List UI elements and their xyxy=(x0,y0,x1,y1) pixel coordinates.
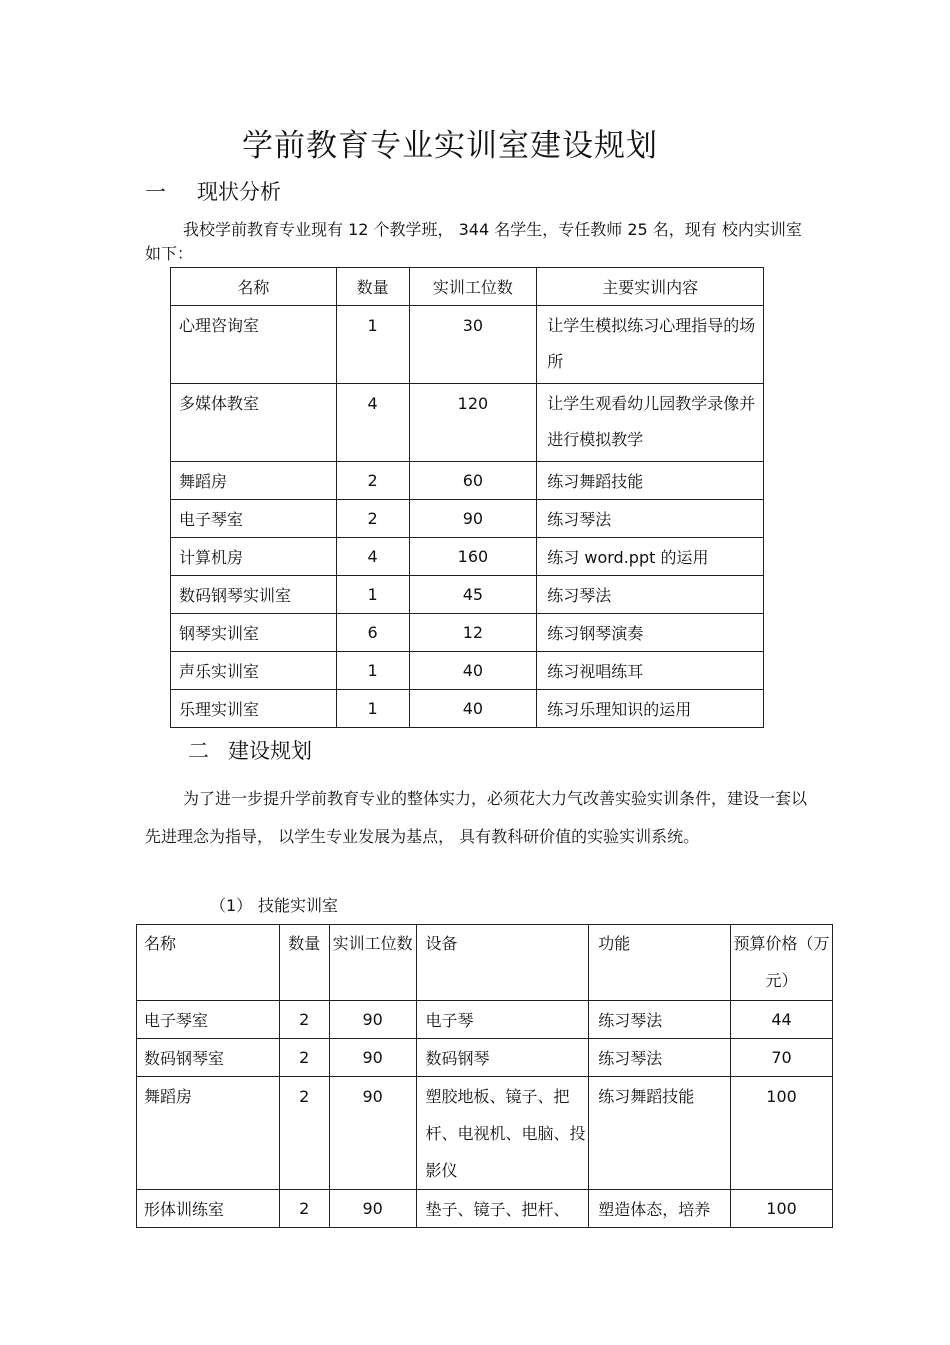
header-cell: 名称 xyxy=(137,925,280,1001)
header-cell: 预算价格（万元） xyxy=(731,925,833,1001)
table-row xyxy=(171,384,764,462)
table-row xyxy=(171,538,764,576)
cell-seats: 90 xyxy=(329,1077,416,1190)
cell-count: 2 xyxy=(336,500,409,538)
table-row xyxy=(171,614,764,652)
intro-paragraph xyxy=(145,218,810,266)
skills-lab-table xyxy=(136,924,833,1228)
cell-name: 乐理实训室 xyxy=(171,690,337,728)
section-number: 二 xyxy=(188,739,209,763)
table-row xyxy=(171,576,764,614)
planning-text: 为了进一步提升学前教育专业的整体实力，必须花大力气改善实验实训条件，建设一套以先进理念为指导， 以学生专业发展为基点， 具有教科研价值的实验实训系统。 xyxy=(145,789,808,846)
table-row xyxy=(137,1077,833,1190)
cell-content: 练习舞蹈技能 xyxy=(537,462,764,500)
cell-count: 1 xyxy=(336,576,409,614)
cell-count: 1 xyxy=(336,690,409,728)
header-cell: 实训工位数 xyxy=(409,268,537,306)
cell-seats: 90 xyxy=(409,500,537,538)
cell-name: 形体训练室 xyxy=(137,1190,280,1228)
existing-labs-table xyxy=(170,267,764,728)
cell-name: 电子琴室 xyxy=(137,1001,280,1039)
cell-count: 4 xyxy=(336,384,409,462)
cell-count: 2 xyxy=(336,462,409,500)
cell-function: 练习琴法 xyxy=(589,1001,731,1039)
cell-content: 练习视唱练耳 xyxy=(537,652,764,690)
cell-name: 声乐实训室 xyxy=(171,652,337,690)
subsection-title: 技能实训室 xyxy=(258,896,339,915)
cell-name: 计算机房 xyxy=(171,538,337,576)
table-header-row xyxy=(137,925,833,1001)
section-heading-1 xyxy=(145,176,281,206)
cell-equipment: 数码钢琴 xyxy=(416,1039,589,1077)
cell-content: 让学生模拟练习心理指导的场所 xyxy=(537,306,764,384)
cell-content: 练习琴法 xyxy=(537,500,764,538)
cell-content: 练习钢琴演奏 xyxy=(537,614,764,652)
cell-seats: 160 xyxy=(409,538,537,576)
cell-name: 钢琴实训室 xyxy=(171,614,337,652)
cell-seats: 90 xyxy=(329,1001,416,1039)
cell-seats: 45 xyxy=(409,576,537,614)
cell-function: 练习舞蹈技能 xyxy=(589,1077,731,1190)
cell-seats: 40 xyxy=(409,690,537,728)
header-cell: 设备 xyxy=(416,925,589,1001)
section-heading-2 xyxy=(188,735,312,765)
cell-function: 练习琴法 xyxy=(589,1039,731,1077)
cell-content: 练习乐理知识的运用 xyxy=(537,690,764,728)
cell-name: 电子琴室 xyxy=(171,500,337,538)
cell-equipment: 电子琴 xyxy=(416,1001,589,1039)
cell-count: 2 xyxy=(279,1190,329,1228)
cell-content: 练习 word.ppt 的运用 xyxy=(537,538,764,576)
table-row xyxy=(171,462,764,500)
subsection-number: （1） xyxy=(210,896,253,915)
cell-seats: 90 xyxy=(329,1190,416,1228)
cell-budget: 70 xyxy=(731,1039,833,1077)
cell-function: 塑造体态，培养 xyxy=(589,1190,731,1228)
cell-budget: 100 xyxy=(731,1077,833,1190)
header-cell: 主要实训内容 xyxy=(537,268,764,306)
cell-seats: 90 xyxy=(329,1039,416,1077)
cell-count: 6 xyxy=(336,614,409,652)
subsection-heading xyxy=(210,893,338,916)
cell-seats: 30 xyxy=(409,306,537,384)
cell-budget: 100 xyxy=(731,1190,833,1228)
cell-name: 舞蹈房 xyxy=(137,1077,280,1190)
intro-text: 我校学前教育专业现有 12 个教学班， 344 名学生，专任教师 25 名，现有 校内实训室如下： xyxy=(145,220,802,263)
header-cell: 数量 xyxy=(279,925,329,1001)
cell-seats: 12 xyxy=(409,614,537,652)
table-row xyxy=(137,1190,833,1228)
cell-budget: 44 xyxy=(731,1001,833,1039)
cell-content: 练习琴法 xyxy=(537,576,764,614)
table-row xyxy=(171,652,764,690)
cell-content: 让学生观看幼儿园教学录像并进行模拟教学 xyxy=(537,384,764,462)
header-cell: 功能 xyxy=(589,925,731,1001)
section-title: 现状分析 xyxy=(197,180,281,204)
table-row xyxy=(137,1039,833,1077)
cell-name: 心理咨询室 xyxy=(171,306,337,384)
section-title: 建设规划 xyxy=(228,739,312,763)
header-cell: 数量 xyxy=(336,268,409,306)
header-cell: 名称 xyxy=(171,268,337,306)
cell-count: 1 xyxy=(336,306,409,384)
cell-count: 2 xyxy=(279,1001,329,1039)
cell-seats: 120 xyxy=(409,384,537,462)
cell-count: 2 xyxy=(279,1039,329,1077)
table-header-row xyxy=(171,268,764,306)
cell-seats: 40 xyxy=(409,652,537,690)
planning-paragraph xyxy=(145,780,815,856)
cell-count: 2 xyxy=(279,1077,329,1190)
cell-name: 多媒体教室 xyxy=(171,384,337,462)
page-title: 学前教育专业实训室建设规划 xyxy=(242,128,658,164)
table-row xyxy=(171,306,764,384)
table-row xyxy=(171,690,764,728)
section-number: 一 xyxy=(145,180,166,204)
table-row xyxy=(171,500,764,538)
cell-name: 舞蹈房 xyxy=(171,462,337,500)
cell-name: 数码钢琴实训室 xyxy=(171,576,337,614)
table-row xyxy=(137,1001,833,1039)
cell-seats: 60 xyxy=(409,462,537,500)
cell-equipment: 塑胶地板、镜子、把杆、电视机、电脑、投影仪 xyxy=(416,1077,589,1190)
cell-count: 4 xyxy=(336,538,409,576)
cell-equipment: 垫子、镜子、把杆、 xyxy=(416,1190,589,1228)
cell-name: 数码钢琴室 xyxy=(137,1039,280,1077)
cell-count: 1 xyxy=(336,652,409,690)
header-cell: 实训工位数 xyxy=(329,925,416,1001)
